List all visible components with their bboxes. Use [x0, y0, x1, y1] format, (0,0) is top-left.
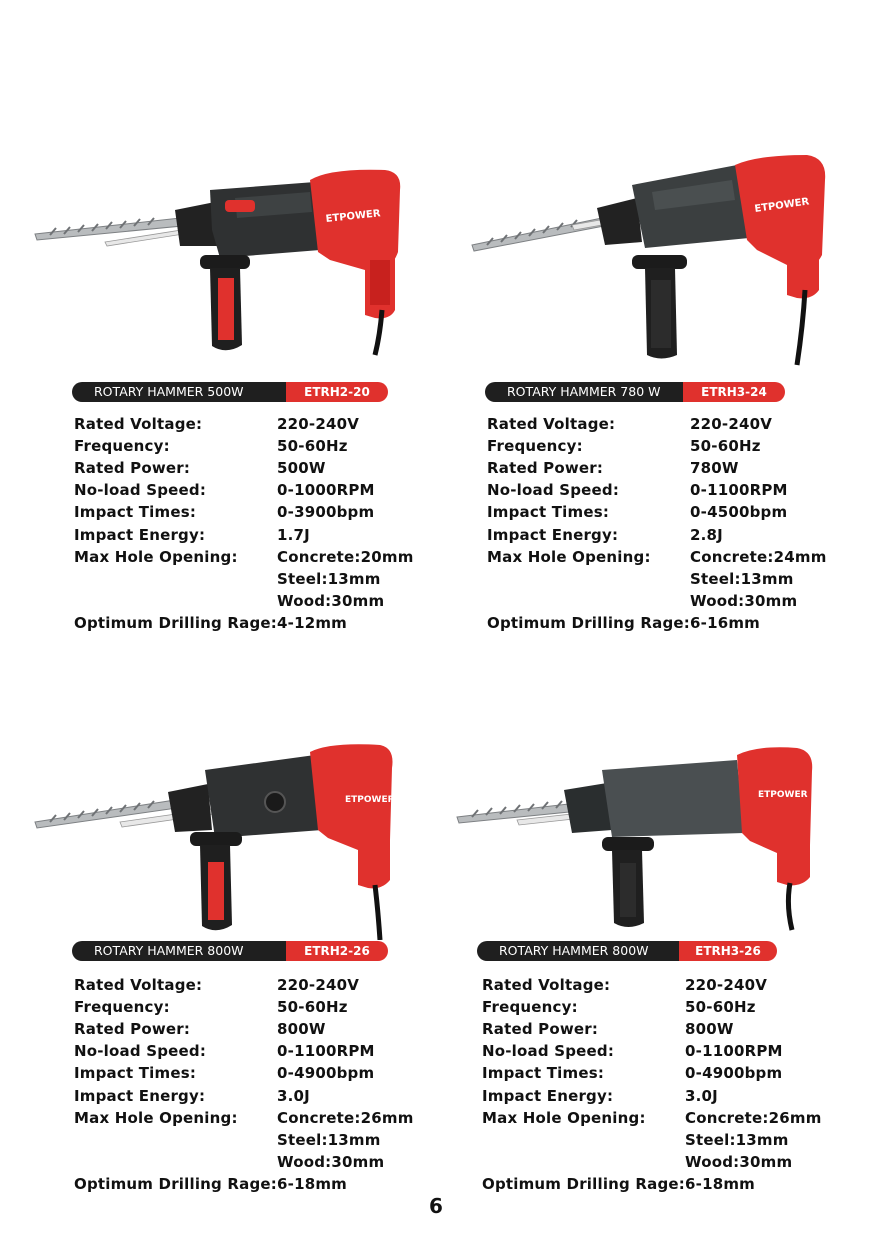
spec-table — [74, 415, 434, 635]
spec-label: No-load Speed: — [74, 481, 207, 500]
product-card-etrh3-26 — [437, 700, 875, 1200]
svg-text:ETPOWER: ETPOWER — [345, 795, 395, 805]
spec-value: Steel:13mm — [690, 569, 794, 588]
product-card-etrh3-24 — [437, 0, 875, 640]
product-label-bar — [72, 382, 388, 402]
spec-label: Impact Energy: — [482, 1086, 614, 1105]
svg-text:ETPOWER: ETPOWER — [325, 208, 382, 225]
spec-label: Frequency: — [487, 437, 583, 456]
spec-label: No-load Speed: — [487, 481, 620, 500]
spec-value: 3.0J — [277, 1086, 310, 1105]
spec-label: Rated Power: — [482, 1020, 599, 1039]
spec-value: 6-18mm — [277, 1174, 347, 1193]
spec-value: 0-1100RPM — [277, 1042, 375, 1061]
spec-label: Optimum Drilling Rage: — [74, 1174, 277, 1193]
spec-value: Concrete:20mm — [277, 547, 414, 566]
spec-value: 0-3900bpm — [277, 503, 375, 522]
spec-value: Concrete:26mm — [685, 1108, 822, 1127]
product-label-bar — [485, 382, 785, 402]
spec-label: Frequency: — [482, 998, 578, 1017]
spec-value: 3.0J — [685, 1086, 718, 1105]
spec-label: Rated Voltage: — [487, 415, 616, 433]
spec-label: Rated Voltage: — [74, 415, 203, 433]
spec-value: 6-16mm — [690, 613, 760, 632]
product-model: ETRH2-26 — [286, 941, 388, 961]
spec-value: 0-4900bpm — [685, 1064, 783, 1083]
product-model: ETRH3-26 — [679, 941, 777, 961]
page-number: 6 — [429, 1194, 443, 1218]
spec-label: Impact Energy: — [74, 1086, 206, 1105]
product-model: ETRH2-20 — [286, 382, 388, 402]
rotary-hammer-image — [30, 740, 410, 940]
spec-value: 50-60Hz — [690, 437, 761, 456]
spec-value: Wood:30mm — [690, 591, 798, 610]
product-model: ETRH3-24 — [683, 382, 785, 402]
spec-label: Impact Times: — [74, 1064, 197, 1083]
spec-value: 220-240V — [690, 415, 773, 433]
spec-label: Impact Times: — [74, 503, 197, 522]
spec-label: Max Hole Opening: — [74, 1108, 238, 1127]
spec-label: Frequency: — [74, 998, 170, 1017]
product-label-bar — [477, 941, 777, 961]
product-card-etrh2-26 — [0, 700, 437, 1200]
svg-text:ETPOWER: ETPOWER — [753, 196, 810, 215]
spec-value: Wood:30mm — [277, 591, 385, 610]
spec-value: Wood:30mm — [277, 1152, 385, 1171]
spec-value: 4-12mm — [277, 613, 347, 632]
product-name: ROTARY HAMMER 800W — [72, 941, 286, 961]
spec-value: 500W — [277, 459, 326, 478]
spec-label: Impact Times: — [487, 503, 610, 522]
spec-label: Impact Times: — [482, 1064, 605, 1083]
spec-value: Steel:13mm — [277, 569, 381, 588]
spec-table — [487, 415, 867, 635]
spec-value: Concrete:26mm — [277, 1108, 414, 1127]
spec-value: 0-1100RPM — [690, 481, 788, 500]
spec-value: 50-60Hz — [685, 998, 756, 1017]
spec-value: 50-60Hz — [277, 998, 348, 1017]
spec-label: Max Hole Opening: — [74, 547, 238, 566]
spec-value: 0-4500bpm — [690, 503, 788, 522]
spec-label: Rated Power: — [74, 1020, 191, 1039]
spec-label: Max Hole Opening: — [482, 1108, 646, 1127]
spec-label: Optimum Drilling Rage: — [487, 613, 690, 632]
spec-label: Optimum Drilling Rage: — [74, 613, 277, 632]
spec-label: Rated Voltage: — [74, 976, 203, 994]
spec-value: Steel:13mm — [685, 1130, 789, 1149]
spec-value: 220-240V — [685, 976, 768, 994]
product-name: ROTARY HAMMER 500W — [72, 382, 286, 402]
spec-label: Impact Energy: — [74, 525, 206, 544]
product-name: ROTARY HAMMER 800W — [477, 941, 679, 961]
spec-label: Frequency: — [74, 437, 170, 456]
spec-value: 0-1100RPM — [685, 1042, 783, 1061]
product-name: ROTARY HAMMER 780 W — [485, 382, 683, 402]
spec-value: Concrete:24mm — [690, 547, 827, 566]
spec-value: 50-60Hz — [277, 437, 348, 456]
spec-label: No-load Speed: — [482, 1042, 615, 1061]
spec-label: Max Hole Opening: — [487, 547, 651, 566]
spec-label: Rated Power: — [487, 459, 604, 478]
spec-value: 220-240V — [277, 415, 360, 433]
spec-value: 800W — [277, 1020, 326, 1039]
spec-label: No-load Speed: — [74, 1042, 207, 1061]
spec-table — [74, 976, 434, 1196]
spec-label: Impact Energy: — [487, 525, 619, 544]
spec-value: 220-240V — [277, 976, 360, 994]
spec-value: 6-18mm — [685, 1174, 755, 1193]
spec-value: 800W — [685, 1020, 734, 1039]
spec-value: Wood:30mm — [685, 1152, 793, 1171]
spec-label: Optimum Drilling Rage: — [482, 1174, 685, 1193]
spec-label: Rated Power: — [74, 459, 191, 478]
spec-value: Steel:13mm — [277, 1130, 381, 1149]
rotary-hammer-image — [452, 745, 832, 935]
spec-value: 0-1000RPM — [277, 481, 375, 500]
spec-table — [482, 976, 867, 1196]
product-label-bar — [72, 941, 388, 961]
product-card-etrh2-20 — [0, 0, 437, 640]
spec-value: 780W — [690, 459, 739, 478]
svg-text:ETPOWER: ETPOWER — [758, 790, 808, 800]
spec-value: 2.8J — [690, 525, 723, 544]
spec-value: 0-4900bpm — [277, 1064, 375, 1083]
rotary-hammer-image — [467, 150, 847, 370]
spec-value: 1.7J — [277, 525, 310, 544]
rotary-hammer-image — [30, 160, 410, 360]
spec-label: Rated Voltage: — [482, 976, 611, 994]
